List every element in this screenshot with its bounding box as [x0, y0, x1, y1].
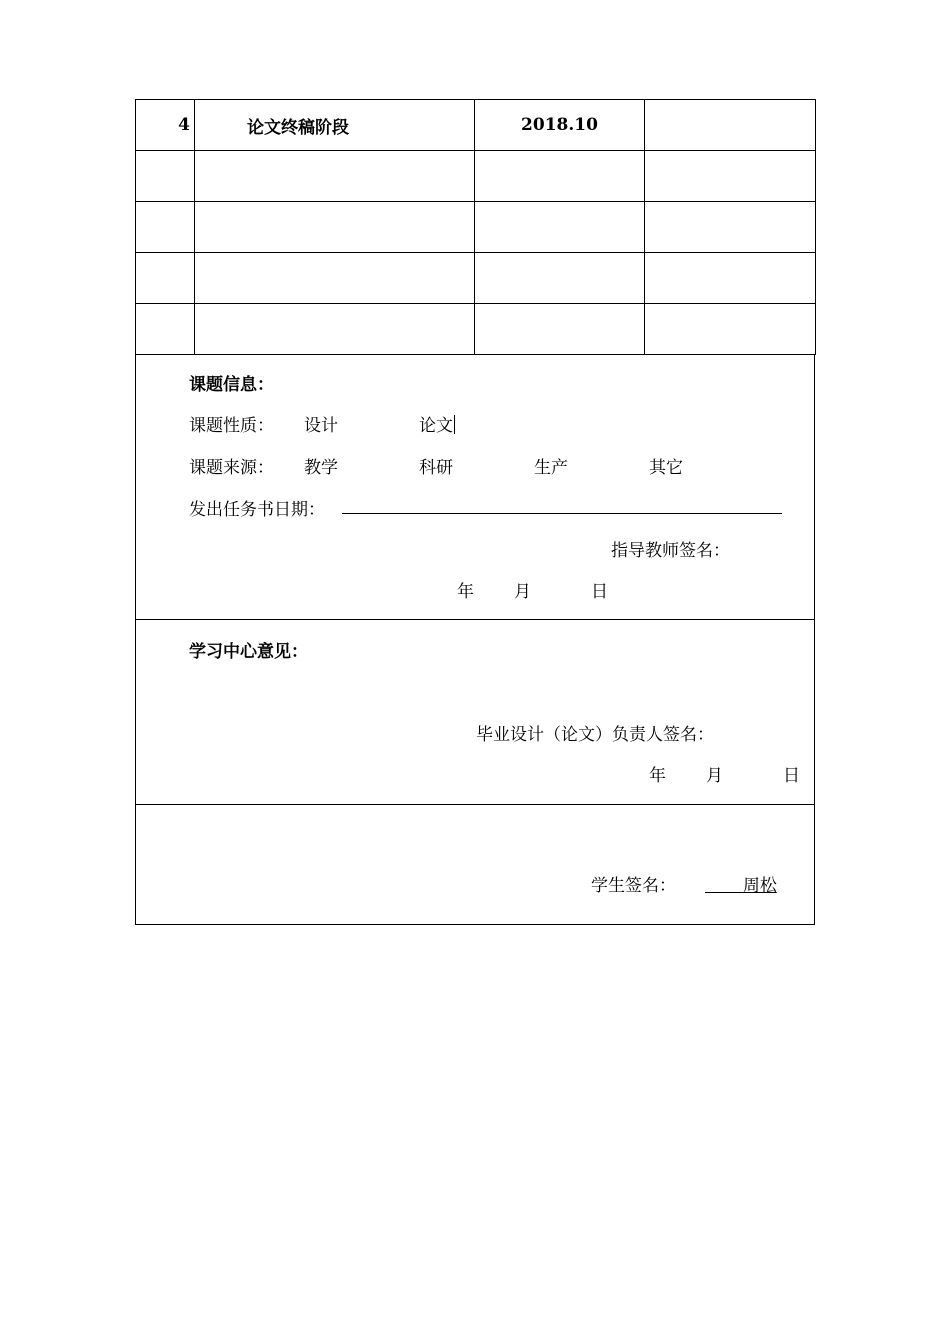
advisor-date-month: 月	[514, 582, 531, 602]
student-sign-section	[135, 804, 815, 925]
schedule-cell-note[interactable]	[645, 253, 816, 304]
schedule-row	[136, 151, 816, 202]
nature-option-thesis[interactable]: 论文	[419, 416, 453, 436]
schedule-cell-note[interactable]	[645, 100, 816, 151]
schedule-row	[136, 202, 816, 253]
schedule-cell-stage[interactable]	[195, 202, 475, 253]
text-cursor	[454, 415, 455, 434]
schedule-cell-date[interactable]	[475, 151, 645, 202]
schedule-cell-stage[interactable]	[195, 304, 475, 355]
center-date-month: 月	[706, 766, 723, 786]
center-opinion-heading: 学习中心意见：	[189, 642, 308, 662]
source-option-research[interactable]: 科研	[419, 458, 453, 478]
schedule-cell-no[interactable]	[136, 202, 195, 253]
issue-date-input-line[interactable]	[342, 513, 782, 514]
schedule-cell-note[interactable]	[645, 202, 816, 253]
source-option-production[interactable]: 生产	[534, 458, 568, 478]
schedule-cell-no[interactable]	[136, 151, 195, 202]
schedule-cell-stage[interactable]	[195, 151, 475, 202]
student-name[interactable]: 周松	[742, 876, 777, 896]
center-date-day: 日	[783, 766, 800, 786]
schedule-cell-stage[interactable]: 论文终稿阶段	[195, 100, 475, 151]
topic-source-label: 课题来源：	[189, 458, 274, 478]
student-sign-label: 学生签名：	[591, 876, 676, 896]
issue-date-label: 发出任务书日期：	[189, 500, 325, 520]
center-date-year: 年	[649, 766, 666, 786]
source-option-other[interactable]: 其它	[649, 458, 683, 478]
schedule-row	[136, 100, 816, 151]
topic-nature-label: 课题性质：	[189, 416, 274, 436]
schedule-row	[136, 253, 816, 304]
topic-info-heading: 课题信息：	[189, 375, 274, 395]
nature-option-design[interactable]: 设计	[304, 416, 338, 436]
schedule-cell-date[interactable]	[475, 202, 645, 253]
advisor-date-year: 年	[457, 582, 474, 602]
schedule-table-body	[136, 100, 816, 355]
schedule-cell-date[interactable]	[475, 304, 645, 355]
schedule-cell-no[interactable]	[136, 253, 195, 304]
schedule-row	[136, 304, 816, 355]
responsible-sign-label: 毕业设计（论文）负责人签名：	[476, 725, 714, 745]
schedule-cell-date[interactable]: 2018.10	[475, 100, 645, 151]
advisor-date-day: 日	[591, 582, 608, 602]
advisor-sign-label: 指导教师签名：	[611, 541, 730, 561]
schedule-cell-date[interactable]	[475, 253, 645, 304]
source-option-teaching[interactable]: 教学	[304, 458, 338, 478]
schedule-cell-no[interactable]	[136, 304, 195, 355]
schedule-cell-note[interactable]	[645, 151, 816, 202]
schedule-cell-no[interactable]: 4	[136, 100, 195, 151]
schedule-cell-note[interactable]	[645, 304, 816, 355]
schedule-table	[135, 99, 816, 355]
schedule-cell-stage[interactable]	[195, 253, 475, 304]
